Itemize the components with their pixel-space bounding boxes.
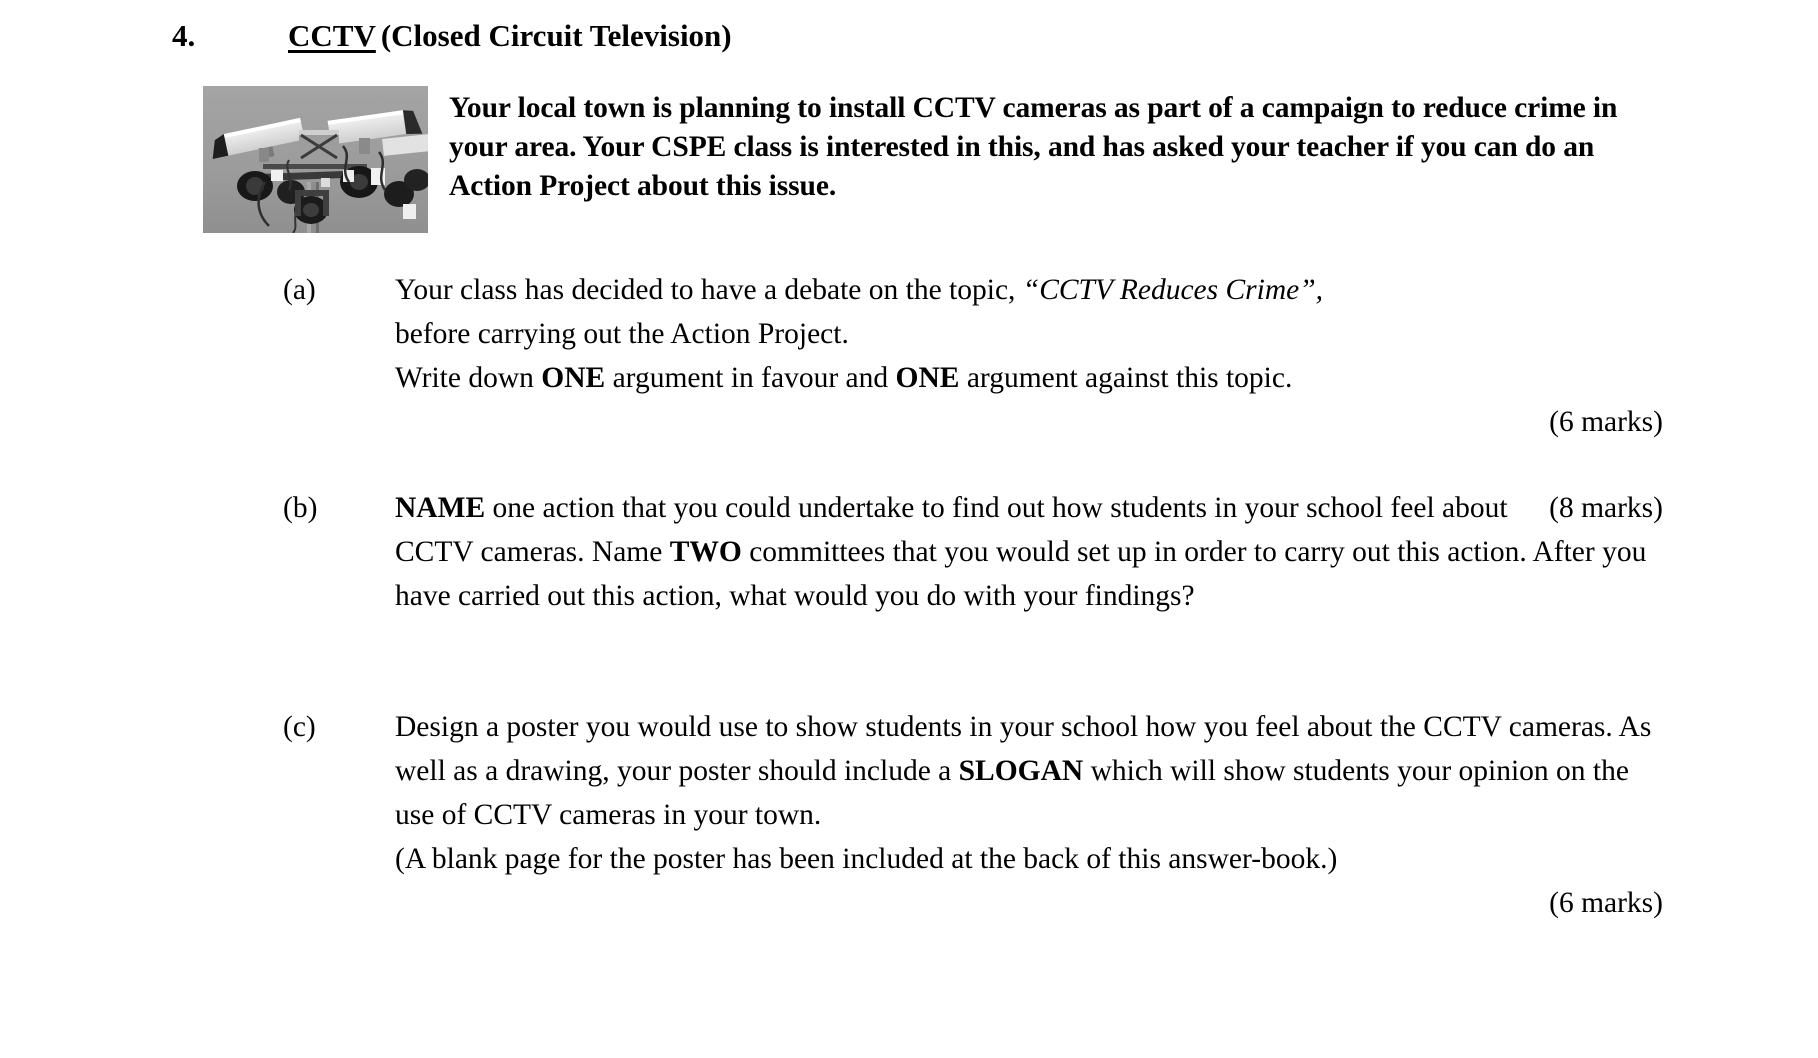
part-a-debate-topic: “CCTV Reduces Crime”,	[1022, 274, 1324, 306]
part-b-emphasis-name: NAME	[395, 492, 486, 524]
part-b-marks: (8 marks)	[1549, 492, 1663, 524]
part-a-body	[395, 268, 1663, 444]
question-header	[172, 18, 732, 54]
part-c-emphasis-slogan: SLOGAN	[958, 755, 1084, 787]
part-a-line-3-after: argument against this topic.	[959, 362, 1293, 394]
part-a-line-3-before: Write down	[395, 362, 542, 394]
part-a-emphasis-one-first: ONE	[541, 362, 606, 394]
part-a-emphasis-one-second: ONE	[895, 362, 960, 394]
question-title-rest: (Closed Circuit Television)	[380, 18, 732, 53]
part-b-label: (b)	[283, 492, 318, 524]
part-a-label: (a)	[283, 274, 316, 306]
question-part-a	[283, 268, 1663, 444]
part-b-text-2: committees that you would set up in order to carry out this action. After you have carried out this action, what would you do with your findings?	[395, 536, 1647, 612]
part-b-emphasis-two: TWO	[669, 536, 742, 568]
part-b-body	[395, 486, 1663, 618]
question-number: 4.	[172, 18, 196, 53]
part-c-text-2: which will show students your opinion on the use of CCTV cameras in your town.	[395, 755, 1629, 831]
part-c-marks: (6 marks)	[1549, 887, 1663, 919]
part-a-line-3	[395, 356, 1663, 400]
part-a-line-1	[395, 268, 1663, 312]
part-a-line-2: before carrying out the Action Project.	[395, 318, 849, 350]
part-a-line-1-text: Your class has decided to have a debate on the topic,	[395, 274, 1016, 306]
part-a-line-3-mid: argument in favour and	[605, 362, 896, 394]
question-part-b	[283, 486, 1663, 618]
intro-paragraph: Your local town is planning to install CCTV cameras as part of a campaign to reduce crime in your area. Your CSPE class is interested in this, and has asked your teacher if you can do an Action Project about this issue.	[449, 92, 1618, 202]
part-a-marks: (6 marks)	[1549, 406, 1663, 438]
cctv-cameras-photo	[203, 86, 428, 233]
part-c-main-text	[395, 705, 1663, 837]
question-title-keyword: CCTV	[288, 18, 376, 53]
part-c-note: (A blank page for the poster has been included at the back of this answer-book.)	[395, 843, 1338, 875]
question-part-c	[283, 705, 1663, 925]
part-c-body	[395, 705, 1663, 925]
question-title	[288, 18, 732, 54]
part-c-label: (c)	[283, 711, 316, 743]
part-b-text-1: one action that you could undertake to find out how students in your school feel about CCTV cameras. Name	[395, 492, 1508, 568]
part-c-text-1: Design a poster you would use to show students in your school how you feel about the CCTV cameras. As well as a drawing, your poster should include a	[395, 711, 1652, 787]
